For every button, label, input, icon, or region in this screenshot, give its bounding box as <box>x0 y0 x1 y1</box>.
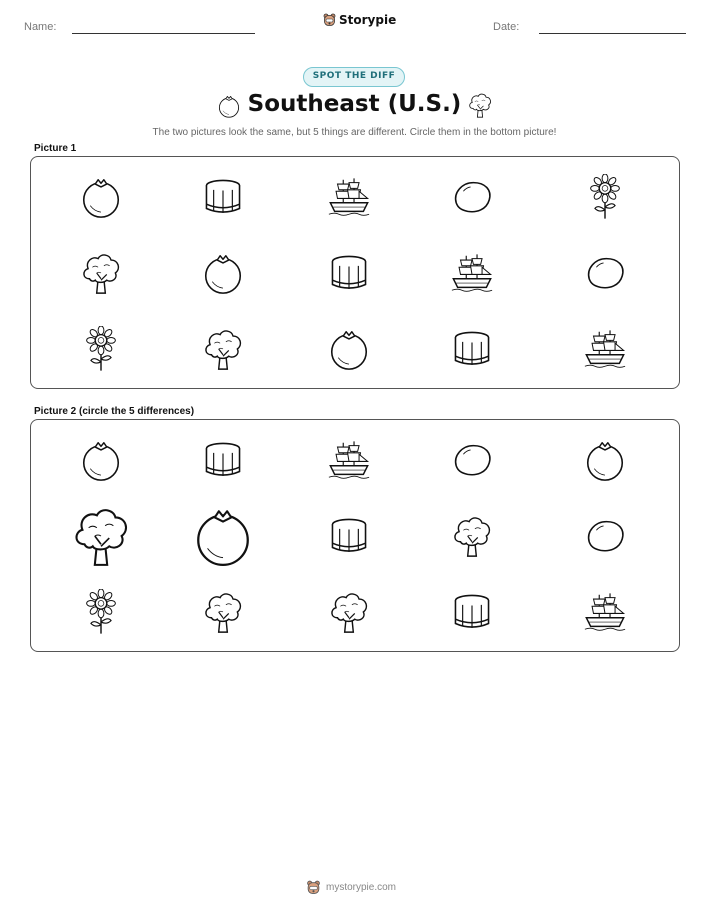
ship-icon <box>582 326 628 372</box>
activity-badge: SPOT THE DIFF <box>303 67 405 87</box>
drum-icon <box>200 174 246 220</box>
orange-icon <box>326 326 372 372</box>
bear-mascot-icon <box>323 13 336 27</box>
orange-icon <box>200 250 246 296</box>
name-line[interactable] <box>72 33 255 34</box>
ship-icon[interactable] <box>582 589 628 635</box>
orange-icon[interactable] <box>582 437 628 483</box>
picture-1-label: Picture 1 <box>34 143 77 154</box>
name-label: Name: <box>24 21 57 33</box>
footer-url[interactable]: mystorypie.com <box>326 882 397 893</box>
page-title: Southeast (U.S.) <box>247 91 462 117</box>
bear-mascot-icon <box>306 880 321 895</box>
drum-icon[interactable] <box>326 513 372 559</box>
ship-icon[interactable] <box>326 437 372 483</box>
tree-icon <box>78 250 124 296</box>
tree-icon <box>200 326 246 372</box>
potato-icon <box>449 174 495 220</box>
tree-icon <box>467 91 493 124</box>
tree-icon[interactable] <box>326 589 372 635</box>
drum-icon <box>449 326 495 372</box>
orange-icon[interactable] <box>190 503 256 569</box>
brand-logo <box>323 13 396 27</box>
potato-icon <box>582 250 628 296</box>
picture-1-panel <box>30 156 680 389</box>
tree-icon[interactable] <box>200 589 246 635</box>
sunflower-icon[interactable] <box>78 589 124 635</box>
picture-2-label: Picture 2 (circle the 5 differences) <box>34 406 195 417</box>
sunflower-icon <box>78 326 124 372</box>
picture-2-panel[interactable] <box>30 419 680 652</box>
orange-icon[interactable] <box>78 437 124 483</box>
date-line[interactable] <box>539 33 686 34</box>
orange-icon <box>78 174 124 220</box>
drum-icon[interactable] <box>200 437 246 483</box>
sunflower-icon <box>582 174 628 220</box>
tree-icon[interactable] <box>449 513 495 559</box>
ship-icon <box>449 250 495 296</box>
drum-icon[interactable] <box>449 589 495 635</box>
ship-icon <box>326 174 372 220</box>
tree-icon[interactable] <box>68 503 134 569</box>
footer <box>306 880 396 895</box>
potato-icon[interactable] <box>449 437 495 483</box>
date-label: Date: <box>493 21 520 33</box>
brand-name: Storypie <box>339 13 397 27</box>
instructions: The two pictures look the same, but 5 things are different. Circle them in the bottom picture! <box>152 127 557 138</box>
potato-icon[interactable] <box>582 513 628 559</box>
drum-icon <box>326 250 372 296</box>
